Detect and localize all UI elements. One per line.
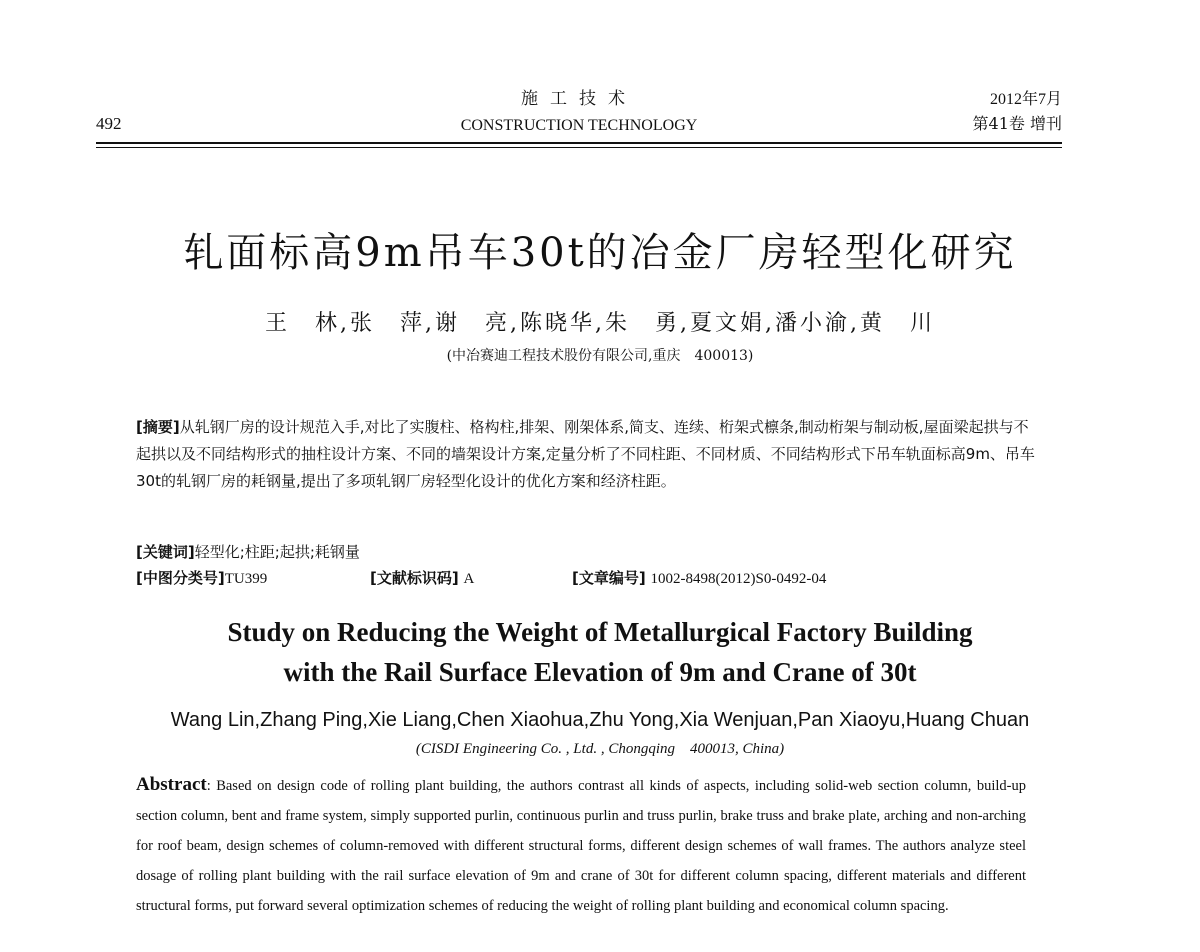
page-header — [96, 88, 1062, 138]
keywords-cn — [136, 540, 360, 564]
article-number — [572, 566, 826, 591]
paper-title-cn: 轧面标高9m吊车30t的冶金厂房轻型化研究 — [183, 230, 1017, 276]
article-number-value: 1002-8498(2012)S0-0492-04 — [650, 571, 827, 587]
journal-name-cn: 施工技术 — [521, 89, 637, 109]
issue-date: 2012年7月 — [989, 91, 1062, 108]
keywords-cn-label: [关键词] — [136, 543, 195, 561]
abstract-cn — [136, 414, 1036, 495]
page-number: 492 — [96, 114, 122, 133]
affiliation-cn: (中冶赛迪工程技术股份有限公司,重庆 400013) — [446, 348, 754, 364]
paper-title-en-line-2: with the Rail Surface Elevation of 9m and Crane of 30t — [283, 657, 917, 687]
paper-title-en-line-1: Study on Reducing the Weight of Metallurgical Factory Building — [227, 617, 973, 647]
keywords-cn-text: 轻型化;柱距;起拱;耗钢量 — [194, 543, 360, 561]
paper-title-en — [0, 612, 1200, 692]
abstract-en-text: : Based on design code of rolling plant building, the authors contrast all kinds of aspects, including solid-web section column, build-up section column, bent and frame system, simply supported purlin, continuous purlin and truss purlin, brake truss and brake plate, arching and non-arching for roof beam, design schemes of column-removed with different structural forms, different design schemes of wall frames. The authors analyze steel dosage of rolling plant building with the rail surface elevation of 9m and crane of 30t for different column spacing, different materials and different structural forms, put forward several optimization schemes of reducing the weight of rolling plant building and economical column spacing. — [136, 778, 1026, 914]
author-list-cn: 王 林,张 萍,谢 亮,陈晓华,朱 勇,夏文娟,潘小渝,黄 川 — [265, 311, 935, 336]
header-rule-thin — [96, 147, 1062, 148]
header-rule-thick — [96, 142, 1062, 144]
issue-volume: 第41卷 增刊 — [972, 114, 1062, 133]
journal-name — [96, 88, 1062, 138]
abstract-en-label: Abstract — [136, 774, 207, 795]
affiliation-en: (CISDI Engineering Co. , Ltd. , Chongqing 400013, China) — [415, 741, 785, 757]
abstract-cn-label: [摘要] — [136, 418, 180, 436]
journal-name-en: CONSTRUCTION TECHNOLOGY — [460, 117, 698, 134]
doc-code-label: [文献标识码] — [370, 569, 459, 587]
author-list-en: Wang Lin,Zhang Ping,Xie Liang,Chen Xiaohua,Zhu Yong,Xia Wenjuan,Pan Xiaoyu,Huang Chuan — [170, 709, 1030, 731]
abstract-cn-text: 从轧钢厂房的设计规范入手,对比了实腹柱、格构柱,排架、刚架体系,简支、连续、桁架式檩条,制动桁架与制动板,屋面梁起拱与不起拱以及不同结构形式的抽柱设计方案、不同的墙架设计方案,定量分析了不同柱距、不同材质、不同结构形式下吊车轨面标高9m、吊车30t的轧钢厂房的耗钢量,提出了多项轧钢厂房轻型化设计的优化方案和经济柱距。 — [136, 418, 1035, 490]
article-number-label: [文章编号] — [572, 569, 646, 587]
document-code — [370, 566, 474, 591]
clc-label: [中图分类号] — [136, 569, 225, 587]
clc-value: TU399 — [224, 571, 268, 587]
clc-number — [136, 566, 267, 591]
issue-info — [973, 88, 1062, 136]
abstract-en — [136, 770, 1026, 921]
doc-code-value: A — [463, 571, 475, 587]
